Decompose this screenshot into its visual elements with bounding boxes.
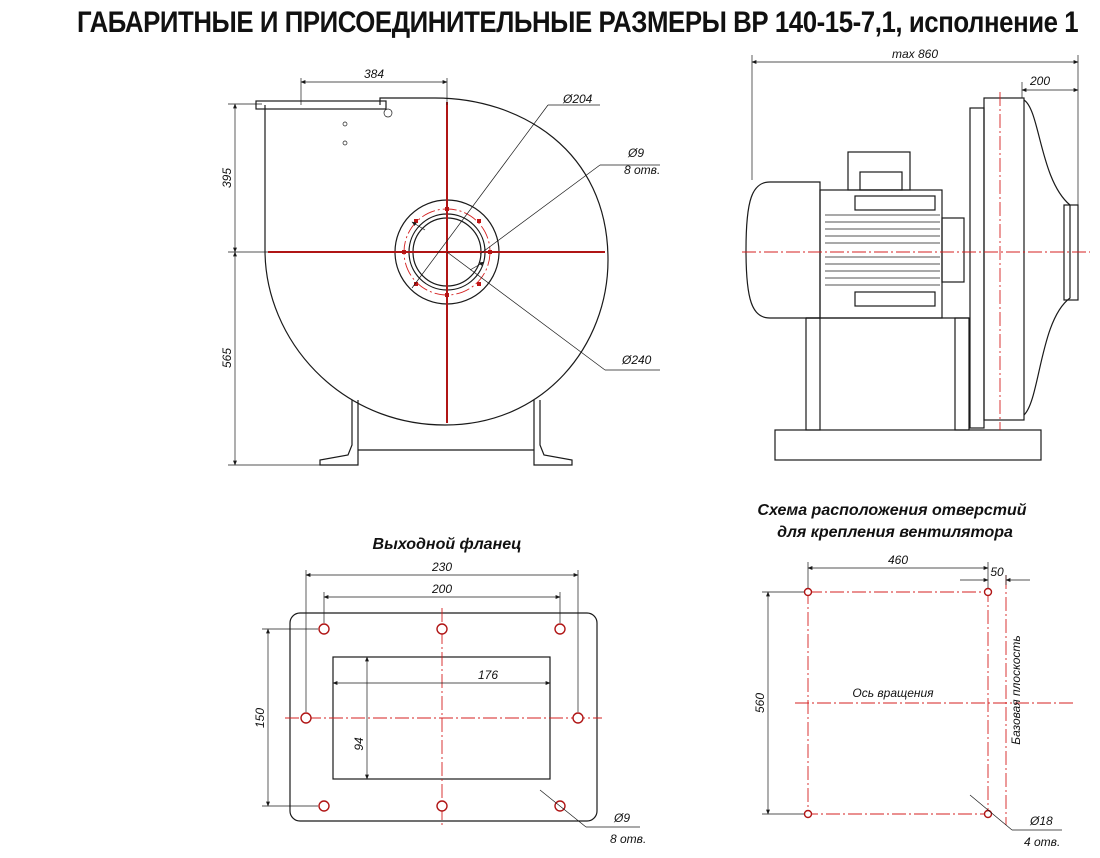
front-volute-outline (265, 98, 608, 425)
dim-label-176: 176 (477, 668, 499, 682)
side-motor-body (820, 190, 942, 318)
dim-label-200-flange: 200 (431, 582, 453, 596)
inlet-hole (414, 219, 418, 223)
front-leg-left (320, 400, 358, 465)
side-view (742, 47, 1090, 460)
leader-d9 (480, 165, 600, 254)
dim-label-mounting-d18: Ø18 (1030, 814, 1053, 828)
front-small-hole (343, 122, 347, 126)
front-leg-right (534, 400, 572, 465)
dim-label-max860: max 860 (891, 47, 939, 61)
dim-label-230: 230 (431, 560, 453, 574)
side-housing-back-plate (970, 108, 984, 428)
dim-label-8-holes: 8 отв. (624, 163, 661, 177)
dim-label-flange-8-holes: 8 отв. (610, 832, 647, 846)
outlet-flange-caption: Выходной фланец (372, 536, 522, 553)
side-stand-left (806, 318, 820, 430)
mounting-scheme-view (753, 502, 1075, 849)
side-base (775, 430, 1041, 460)
mounting-hole (985, 811, 992, 818)
dim-label-560: 560 (753, 692, 767, 714)
dim-label-flange-d9: Ø9 (614, 811, 631, 825)
dim-label-mounting-4-holes: 4 отв. (1024, 835, 1061, 849)
flange-hole (437, 801, 447, 811)
dim-label-d240: Ø240 (622, 353, 652, 367)
side-motor-foot-bottom (855, 292, 935, 306)
flange-hole (319, 624, 329, 634)
side-motor-fins (825, 215, 940, 285)
dim-label-200-side: 200 (1029, 74, 1051, 88)
dim-label-50: 50 (990, 565, 1004, 579)
page-title: ГАБАРИТНЫЕ И ПРИСОЕДИНИТЕЛЬНЫЕ РАЗМЕРЫ ВР 140-15-7,1, исполнение 1 (77, 6, 1079, 39)
base-plane-label: Базовая плоскость (1009, 635, 1023, 745)
mounting-hole (805, 589, 812, 596)
flange-hole (555, 624, 565, 634)
flange-hole (437, 624, 447, 634)
side-motor-endcap (746, 182, 820, 318)
flange-hole (319, 801, 329, 811)
flange-hole (573, 713, 583, 723)
mounting-caption-line2: для крепления вентилятора (777, 524, 1013, 541)
mounting-caption-line1: Схема расположения отверстий (757, 502, 1027, 519)
inlet-hole (477, 219, 481, 223)
dim-label-94: 94 (352, 737, 366, 751)
dim-label-460: 460 (887, 553, 909, 567)
side-inlet-pipe (1064, 205, 1078, 300)
side-motor-terminal-box (848, 152, 910, 190)
mounting-hole (805, 811, 812, 818)
dim-label-150: 150 (253, 707, 267, 729)
front-view (220, 67, 660, 465)
side-motor-terminal-lid (860, 172, 902, 190)
side-stand-right (955, 318, 969, 430)
flange-hole (301, 713, 311, 723)
dim-label-d204: Ø204 (563, 92, 593, 106)
dim-label-565: 565 (220, 347, 234, 369)
flange-plate (290, 613, 597, 821)
side-motor-flange (942, 218, 964, 282)
side-inlet-cone (1024, 100, 1070, 415)
inlet-hole (477, 282, 481, 286)
dim-label-395: 395 (220, 167, 234, 189)
side-housing (984, 98, 1024, 420)
axis-of-rotation-label: Ось вращения (852, 686, 934, 700)
front-small-hole (384, 109, 392, 117)
side-motor-foot-top (855, 196, 935, 210)
mounting-hole (985, 589, 992, 596)
front-small-hole (343, 141, 347, 145)
front-outlet-flange (256, 101, 386, 109)
dim-label-384: 384 (363, 67, 385, 81)
outlet-flange-view (253, 536, 646, 846)
dim-label-d9: Ø9 (628, 146, 645, 160)
